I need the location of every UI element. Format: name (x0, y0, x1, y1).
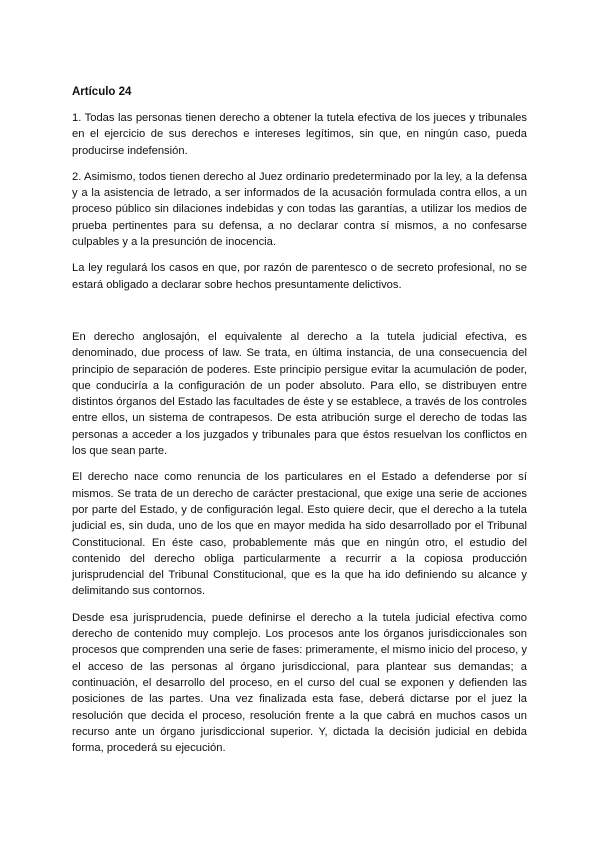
article-paragraph-2: 2. Asimismo, todos tienen derecho al Juez ordinario predeterminado por la ley, a la defensa y a la asistencia de letrado, a ser informados de la acusación formulada contra ellos, a un proceso público sin dilaciones indebidas y con todas las garantías, a utilizar los medios de prueba pertinentes para su defensa, a no declarar contra sí mismos, a no confesarse culpables y a la presunción de inocencia. (72, 170, 527, 249)
body-paragraph-2: El derecho nace como renuncia de los particulares en el Estado a defenderse por sí mismos. Se trata de un derecho de carácter prestacional, que exige una serie de acciones por parte del Estado, y de configuración legal. Esto quiere decir, que el derecho a la tutela judicial es, sin duda, uno de los que en mayor medida ha sido desarrollado por el Tribunal Constitucional. En éste caso, probablemente más que en ningún otro, el estudio del contenido del derecho obliga particularmente a recurrir a la copiosa producción jurisprudencial del Tribunal Constitucional, que es la que ha ido definiendo su alcance y delimitando sus contornos. (72, 471, 527, 598)
article-heading: Artículo 24 (72, 86, 132, 98)
body-paragraph-1: En derecho anglosajón, el equivalente al derecho a la tutela judicial efectiva, es denominado, due process of law. Se trata, en última instancia, de una consecuencia del principio de separación de poderes. Este principio persigue evitar la acumulación de poder, que conduciría a la configuración de un poder absoluto. Para ello, se distribuyen entre distintos órganos del Estado las facultades de éste y se establece, a través de los controles entre ellos, un sistema de contrapesos. De esta atribución surge el derecho de todas las personas a acceder a los juzgados y tribunales para que éstos resuelvan los conflictos en los que sean parte. (72, 330, 527, 458)
body-paragraph-3: Desde esa jurisprudencia, puede definirse el derecho a la tutela judicial efectiva como derecho de contenido muy complejo. Los procesos ante los órganos jurisdiccionales son procesos que comprenden una serie de fases: primeramente, el mismo inicio del proceso, y el acceso de las personas al órgano jurisdiccional, para plantear sus demandas; a continuación, el desarrollo del proceso, en el curso del cual se exponen y defienden las posiciones de las partes. Una vez finalizada esta fase, deberá dictarse por el juez la resolución que decida el proceso, resolución frente a la que cabrá en muchos casos un recurso ante un órgano jurisdiccional superior. Y, dictada la decisión judicial en debida forma, procederá su ejecución. (72, 611, 527, 755)
article-paragraph-1: 1. Todas las personas tienen derecho a obtener la tutela efectiva de los jueces y tribunales en el ejercicio de sus derechos e intereses legítimos, sin que, en ningún caso, pueda producirse indefensión. (72, 112, 527, 157)
article-paragraph-3: La ley regulará los casos en que, por razón de parentesco o de secreto profesional, no se estará obligado a declarar sobre hechos presuntamente delictivos. (72, 262, 527, 291)
document-content (72, 84, 527, 766)
section-spacer (72, 303, 527, 329)
